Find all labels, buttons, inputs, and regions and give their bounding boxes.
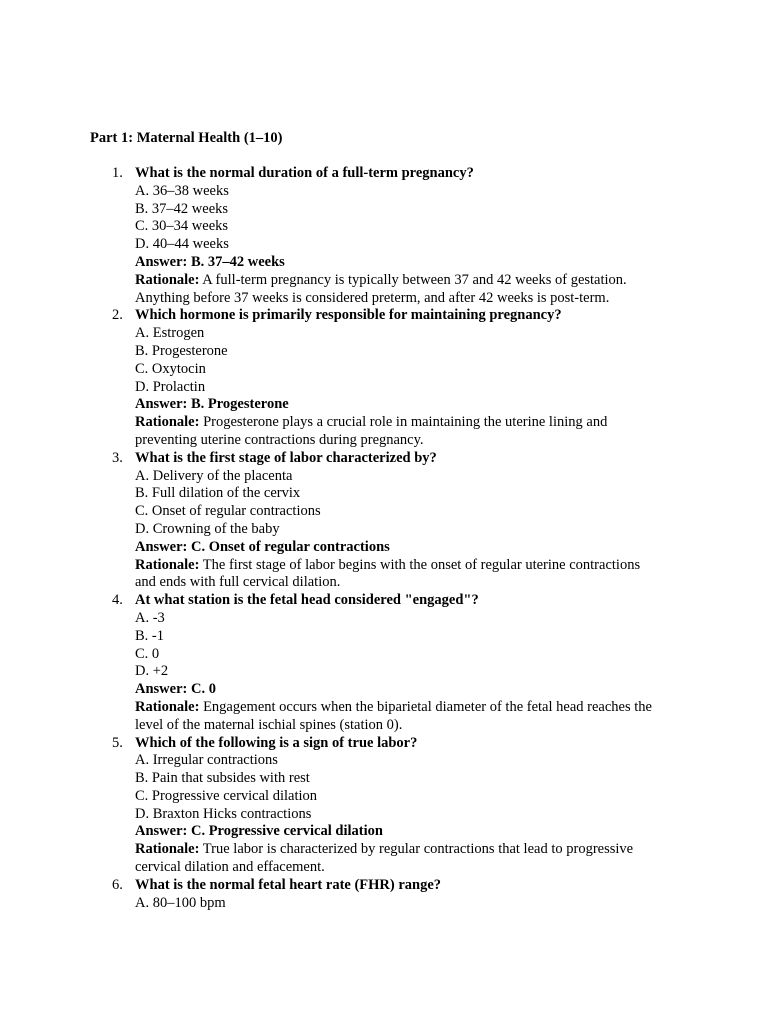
rationale-text: The first stage of labor begins with the onset of regular uterine contractions <box>199 556 641 573</box>
rationale-text: Engagement occurs when the biparietal diameter of the fetal head reaches the <box>199 698 652 715</box>
option-a: A. 80–100 bpm <box>135 894 226 911</box>
rationale-text: A full-term pregnancy is typically between 37 and 42 weeks of gestation. <box>199 271 627 288</box>
rationale-line-2: and ends with full cervical dilation. <box>135 574 341 591</box>
option-a: A. -3 <box>135 609 165 626</box>
question-item-3 <box>90 450 690 592</box>
rationale-line-1 <box>135 272 690 290</box>
answer-line: Answer: B. 37–42 weeks <box>135 253 285 270</box>
rationale-text: Progesterone plays a crucial role in maintaining the uterine lining and <box>199 414 608 431</box>
rationale-line-2: preventing uterine contractions during pregnancy. <box>135 431 424 448</box>
option-a: A. Estrogen <box>135 325 205 342</box>
option-b: B. Progesterone <box>135 342 228 359</box>
question-number: 2. <box>112 307 123 324</box>
option-a: A. 36–38 weeks <box>135 182 229 199</box>
rationale-label: Rationale: <box>135 556 200 573</box>
option-b: B. Pain that subsides with rest <box>135 770 310 787</box>
question-text: What is the first stage of labor characterized by? <box>135 449 437 466</box>
question-number: 3. <box>112 449 123 466</box>
question-item-6 <box>90 877 690 913</box>
question-item-1 <box>90 165 690 307</box>
rationale-label: Rationale: <box>135 698 200 715</box>
question-text: What is the normal fetal heart rate (FHR) range? <box>135 876 442 893</box>
question-text: At what station is the fetal head considered "engaged"? <box>135 592 479 609</box>
rationale-label: Rationale: <box>135 271 200 288</box>
option-b: B. -1 <box>135 627 164 644</box>
rationale-line-1 <box>135 414 690 432</box>
part-heading: Part 1: Maternal Health (1–10) <box>90 130 283 146</box>
answer-line: Answer: C. Onset of regular contractions <box>135 538 390 555</box>
question-number: 1. <box>112 165 123 181</box>
option-b: B. Full dilation of the cervix <box>135 485 301 502</box>
option-a: A. Irregular contractions <box>135 752 278 769</box>
option-d: D. Prolactin <box>135 378 206 395</box>
rationale-line-1 <box>135 841 690 859</box>
answer-line: Answer: C. Progressive cervical dilation <box>135 823 383 840</box>
question-text: Which of the following is a sign of true labor? <box>135 734 418 751</box>
question-number: 6. <box>112 876 123 893</box>
option-c: C. Onset of regular contractions <box>135 503 321 520</box>
option-c: C. Progressive cervical dilation <box>135 787 318 804</box>
rationale-line-2: level of the maternal ischial spines (station 0). <box>135 716 403 733</box>
question-item-2 <box>90 307 690 449</box>
rationale-line-1 <box>135 557 690 575</box>
question-text: What is the normal duration of a full-term pregnancy? <box>135 165 474 181</box>
rationale-line-2: Anything before 37 weeks is considered preterm, and after 42 weeks is post-term. <box>135 289 610 306</box>
option-d: D. +2 <box>135 663 169 680</box>
question-list <box>90 165 690 912</box>
option-d: D. 40–44 weeks <box>135 236 229 253</box>
option-b: B. 37–42 weeks <box>135 200 229 217</box>
question-item-5 <box>90 735 690 877</box>
question-number: 5. <box>112 734 123 751</box>
rationale-label: Rationale: <box>135 841 200 858</box>
rationale-text: True labor is characterized by regular contractions that lead to progressive <box>199 841 634 858</box>
option-c: C. 30–34 weeks <box>135 218 229 235</box>
answer-line: Answer: B. Progesterone <box>135 396 289 413</box>
question-item-4 <box>90 592 690 734</box>
question-text: Which hormone is primarily responsible for maintaining pregnancy? <box>135 307 562 324</box>
option-a: A. Delivery of the placenta <box>135 467 293 484</box>
rationale-line-1 <box>135 699 690 717</box>
option-c: C. 0 <box>135 645 160 662</box>
option-c: C. Oxytocin <box>135 360 206 377</box>
rationale-line-2: cervical dilation and effacement. <box>135 859 325 876</box>
rationale-label: Rationale: <box>135 414 200 431</box>
option-d: D. Braxton Hicks contractions <box>135 805 312 822</box>
answer-line: Answer: C. 0 <box>135 681 216 698</box>
question-number: 4. <box>112 592 123 609</box>
option-d: D. Crowning of the baby <box>135 520 280 537</box>
